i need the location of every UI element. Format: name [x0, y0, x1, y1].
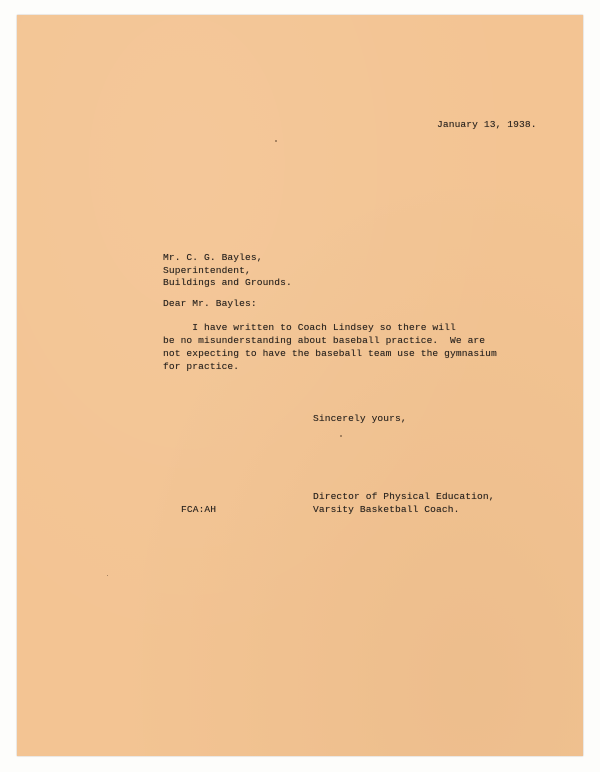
complimentary-close: Sincerely yours,: [313, 413, 407, 424]
body-line: I have written to Coach Lindsey so there will: [163, 322, 456, 333]
recipient-title: Superintendent,: [163, 265, 251, 276]
salutation: Dear Mr. Bayles:: [163, 298, 257, 309]
paper-speck: [107, 575, 108, 576]
paper-speck: [340, 435, 342, 437]
body-line: for practice.: [163, 361, 240, 372]
reference-initials: FCA:AH: [181, 504, 217, 515]
letter-page: [17, 15, 583, 756]
signature-subtitle: Varsity Basketball Coach.: [313, 504, 460, 515]
letter-date: January 13, 1938.: [437, 119, 537, 130]
paper-speck: [275, 140, 277, 142]
recipient-name: Mr. C. G. Bayles,: [163, 252, 263, 263]
body-line: not expecting to have the baseball team use the gymnasium: [163, 348, 497, 359]
body-line: be no misunderstanding about baseball practice. We are: [163, 335, 486, 346]
recipient-department: Buildings and Grounds.: [163, 277, 292, 288]
signature-title: Director of Physical Education,: [313, 491, 495, 502]
